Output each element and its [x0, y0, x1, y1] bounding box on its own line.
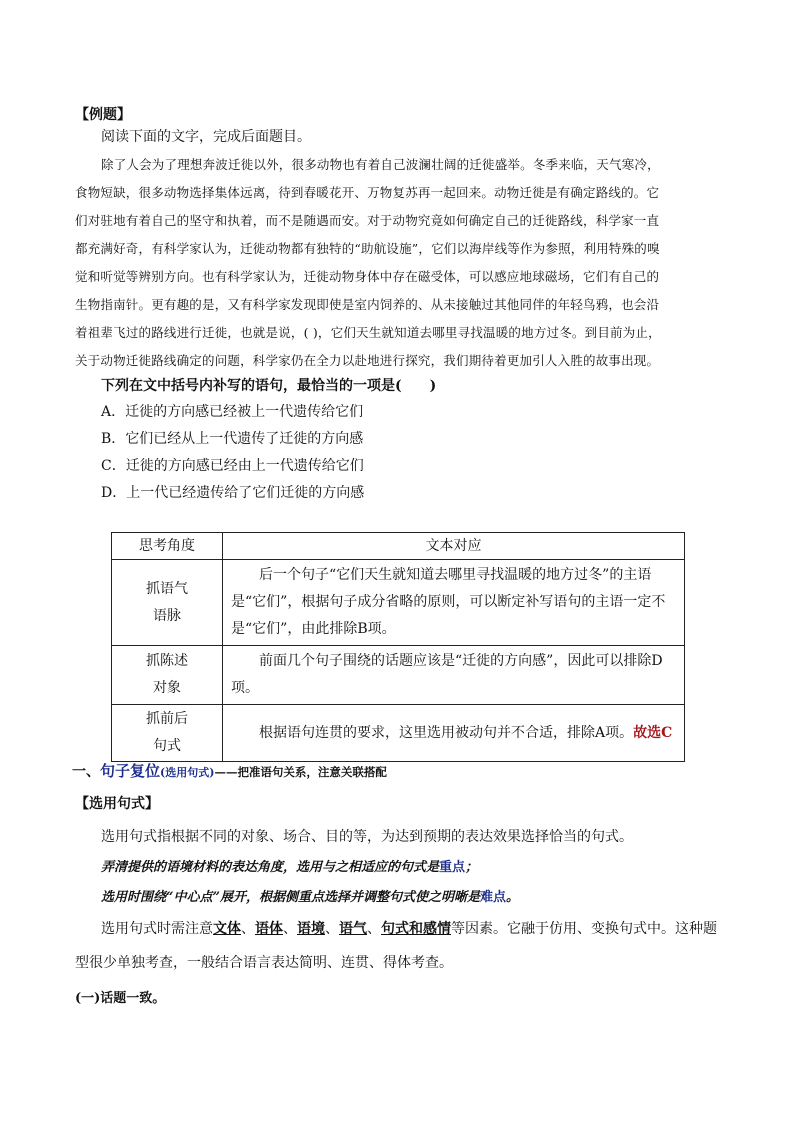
- section-name: 句子复位: [100, 762, 161, 780]
- separator: 、: [367, 921, 381, 937]
- sub-heading: 【选用句式】: [75, 796, 159, 812]
- example-heading: 【例题】: [75, 107, 131, 123]
- separator: 、: [325, 921, 339, 937]
- passage-line: 食物短缺，很多动物选择集体远离，待到春暖花开、万物复苏再一起回来。动物迁徙是有确定路线的。它: [75, 185, 660, 200]
- passage-line: 关于动物迁徙路线确定的问题，科学家仍在全力以赴地进行探究，我们期待着更加引人入胜的故事出现。: [75, 353, 660, 368]
- hint-text: 。: [505, 890, 519, 905]
- factor-item: 文体: [213, 921, 241, 937]
- section-tagline: ——把准语句关系，注意关联搭配: [214, 765, 387, 779]
- angle-line: 句式: [153, 738, 181, 754]
- hint-text: 选用时围绕“中心点”展开，根据侧重点选择并调整句式使之明晰是: [101, 890, 480, 905]
- passage-line: 除了人会为了理想奔波迁徙以外，很多动物也有着自己波澜壮阔的迁徙盛举。冬季来临，天气寒冷，: [101, 157, 660, 172]
- answer-label: 故选C: [633, 724, 673, 741]
- factors-text: 等因素。它融于仿用、变换句式中。这种题: [451, 921, 717, 937]
- factor-item: 语体: [255, 921, 283, 937]
- section-paren: (选用句式): [160, 766, 215, 779]
- table-cell-text: [223, 705, 685, 762]
- table-cell-text: 前面几个句子围绕的话题应该是“迁徙的方向感”，因此可以排除D项。: [223, 646, 685, 705]
- passage-line: 都充满好奇，有科学家认为，迁徙动物都有独特的“助航设施”，它们以海岸线等作为参照，利用特殊的嗅: [75, 241, 660, 256]
- separator: 、: [241, 921, 255, 937]
- option-b: B．它们已经从上一代遗传了迁徙的方向感: [101, 431, 364, 447]
- table-row: [112, 646, 685, 705]
- passage-line: 生物指南针。更有趣的是，又有科学家发现即使是室内饲养的、从未接触过其他同伴的年轻鸟鸦，也会沿: [75, 297, 660, 312]
- factors-text: 选用句式时需注意: [101, 921, 213, 937]
- factor-item: 语气: [339, 921, 367, 937]
- question-stem: 下列在文中括号内补写的语句，最恰当的一项是( ): [101, 378, 437, 394]
- passage-line: 觉和听觉等辨别方向。也有科学家认为，迁徙动物身体中存在磁受体，可以感应地球磁场，它们有自己的: [75, 269, 660, 284]
- table-cell-angle: [112, 705, 223, 762]
- analysis-table: [111, 532, 685, 762]
- hint-text: ；: [465, 860, 479, 875]
- angle-line: 抓语气: [146, 580, 188, 597]
- factor-item: 句式和感情: [381, 921, 451, 937]
- table-cell-text: 后一个句子“它们天生就知道去哪里寻找温暖的地方过冬”的主语是“它们”，根据句子成分省略的原则，可以断定补写语句的主语一定不是“它们”，由此排除B项。: [223, 560, 685, 646]
- angle-line: 对象: [153, 680, 181, 696]
- hint-key-point: [101, 856, 478, 875]
- section-title: [72, 760, 387, 781]
- table-cell-angle: [112, 560, 223, 646]
- hint-difficulty: [101, 886, 519, 905]
- table-header-angle: 思考角度: [112, 533, 223, 560]
- factor-item: 语境: [297, 921, 325, 937]
- subsection-heading: (一)话题一致。: [75, 991, 166, 1006]
- separator: 、: [283, 921, 297, 937]
- angle-line: 语脉: [153, 607, 181, 624]
- table-header-text: 文本对应: [223, 533, 685, 560]
- passage-line: 们对驻地有着自己的坚守和执着，而不是随遇而安。对于动物究竟如何确定自己的迁徙路线，科学家一直: [75, 213, 660, 228]
- table-row: [112, 560, 685, 646]
- instruction-text: 阅读下面的文字，完成后面题目。: [101, 129, 311, 145]
- factors-line-2: 型很少单独考查，一般结合语言表达简明、连贯、得体考查。: [75, 955, 453, 971]
- angle-line: 抓陈述: [146, 653, 188, 669]
- hint-text: 弄清提供的语境材料的表达角度，选用与之相适应的句式是: [101, 860, 440, 875]
- table-header-row: [112, 533, 685, 560]
- row-text: 根据语句连贯的要求，这里选用被动句并不合适，排除A项。: [259, 724, 634, 741]
- keyword-emphasis: 难点: [479, 890, 506, 905]
- option-d: D．上一代已经遗传给了它们迁徙的方向感: [101, 485, 365, 501]
- table-row: [112, 705, 685, 762]
- section-number: 一、: [72, 764, 100, 780]
- definition-text: 选用句式指根据不同的对象、场合、目的等，为达到预期的表达效果选择恰当的句式。: [101, 829, 633, 845]
- passage-line: 着祖辈飞过的路线进行迁徙，也就是说，( )，它们天生就知道去哪里寻找温暖的地方过冬。到目前为止，: [75, 325, 661, 340]
- table-cell-angle: [112, 646, 223, 705]
- angle-line: 抓前后: [146, 711, 188, 727]
- factors-line: [101, 918, 717, 938]
- option-c: C．迁徙的方向感已经由上一代遗传给它们: [101, 458, 364, 474]
- option-a: A．迁徙的方向感已经被上一代遗传给它们: [101, 404, 364, 420]
- keyword-emphasis: 重点: [439, 860, 466, 875]
